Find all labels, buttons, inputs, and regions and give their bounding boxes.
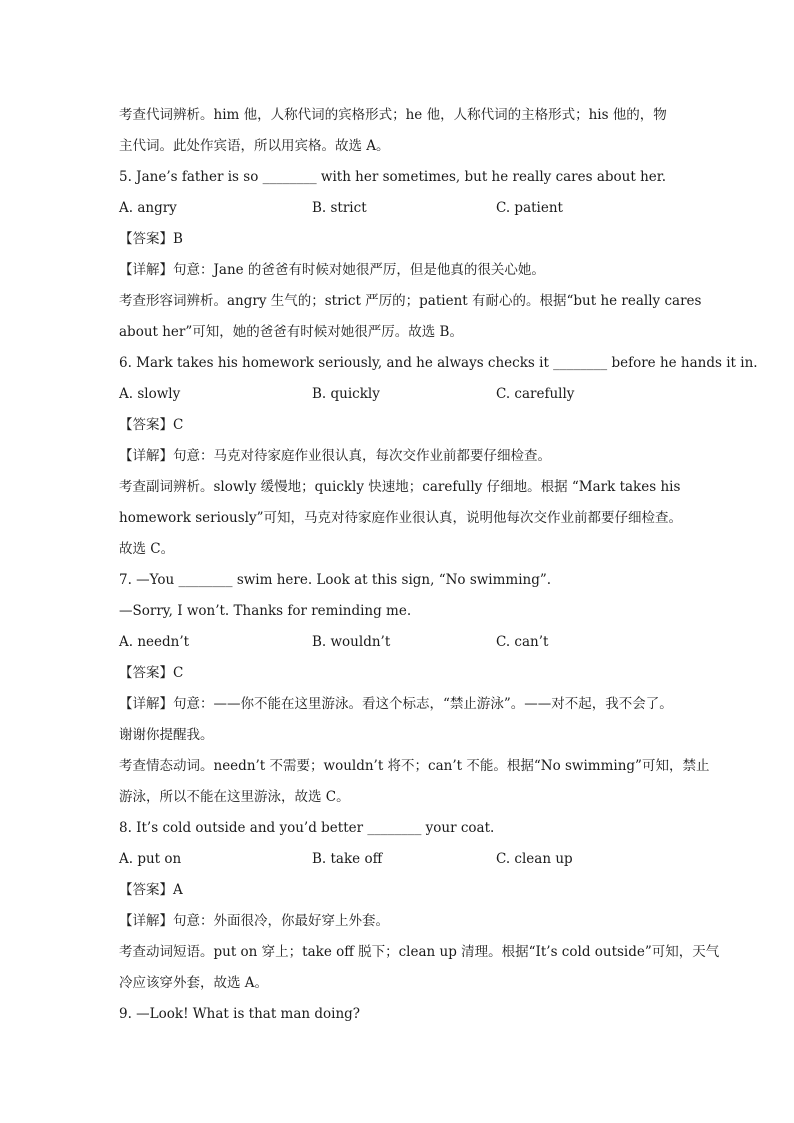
text-line: 游泳，所以不能在这里游泳，故选 C。 (119, 789, 350, 805)
option-a: A. slowly (119, 386, 181, 402)
text-line: 考查动词短语。put on 穿上；take off 脱下；clean up 清理。根据“It’s cold outside”可知，天气 (119, 944, 720, 960)
option-b: B. strict (312, 200, 367, 216)
option-c: C. patient (496, 200, 563, 216)
text-line: 【答案】B (119, 231, 183, 247)
text-line: 【答案】C (119, 665, 184, 681)
text-line: 6. Mark takes his homework seriously, and he always checks it ________ before he hands it in. (119, 355, 758, 371)
option-a: A. angry (119, 200, 177, 216)
text-line: 谢谢你提醒我。 (119, 727, 214, 743)
option-a: A. put on (119, 851, 182, 867)
option-c: C. carefully (496, 386, 575, 402)
answer-options (119, 379, 679, 410)
text-line: 考查情态动词。needn’t 不需要；wouldn’t 将不；can’t 不能。根据“No swimming”可知，禁止 (119, 758, 710, 774)
answer-options (119, 844, 679, 875)
text-line: 5. Jane’s father is so ________ with her sometimes, but he really cares about her. (119, 169, 667, 185)
text-line: 7. —You ________ swim here. Look at this sign, “No swimming”. (119, 572, 552, 588)
text-line: 8. It’s cold outside and you’d better ________ your coat. (119, 820, 495, 836)
option-b: B. quickly (312, 386, 380, 402)
option-c: C. clean up (496, 851, 573, 867)
answer-options (119, 193, 679, 224)
text-line: 【答案】A (119, 882, 183, 898)
option-b: B. take off (312, 851, 383, 867)
text-line: 故选 C。 (119, 541, 175, 557)
text-line: 【详解】句意：外面很冷，你最好穿上外套。 (119, 913, 389, 929)
text-line: 【详解】句意：Jane 的爸爸有时候对她很严厉，但是他真的很关心她。 (119, 262, 545, 278)
document-body (119, 100, 758, 1030)
text-line: 冷应该穿外套，故选 A。 (119, 975, 269, 991)
text-line: 【详解】句意：马克对待家庭作业很认真，每次交作业前都要仔细检查。 (119, 448, 551, 464)
text-line: 9. —Look! What is that man doing? (119, 1006, 361, 1022)
answer-options (119, 627, 679, 658)
text-line: homework seriously”可知，马克对待家庭作业很认真，说明他每次交作业前都要仔细检查。 (119, 510, 683, 526)
text-line: —Sorry, I won’t. Thanks for reminding me. (119, 603, 412, 619)
text-line: 【详解】句意：——你不能在这里游泳。看这个标志，“禁止游泳”。——对不起，我不会了。 (119, 696, 673, 712)
text-line: 考查代词辨析。him 他，人称代词的宾格形式；he 他，人称代词的主格形式；his 他的，物 (119, 107, 667, 123)
option-a: A. needn’t (119, 634, 190, 650)
option-b: B. wouldn’t (312, 634, 391, 650)
option-c: C. can’t (496, 634, 549, 650)
text-line: about her”可知，她的爸爸有时候对她很严厉。故选 B。 (119, 324, 463, 340)
text-line: 主代词。此处作宾语，所以用宾格。故选 A。 (119, 138, 390, 154)
text-line: 考查形容词辨析。angry 生气的；strict 严厉的；patient 有耐心的。根据“but he really cares (119, 293, 702, 309)
text-line: 考查副词辨析。slowly 缓慢地；quickly 快速地；carefully 仔细地。根据 “Mark takes his (119, 479, 681, 495)
text-line: 【答案】C (119, 417, 184, 433)
